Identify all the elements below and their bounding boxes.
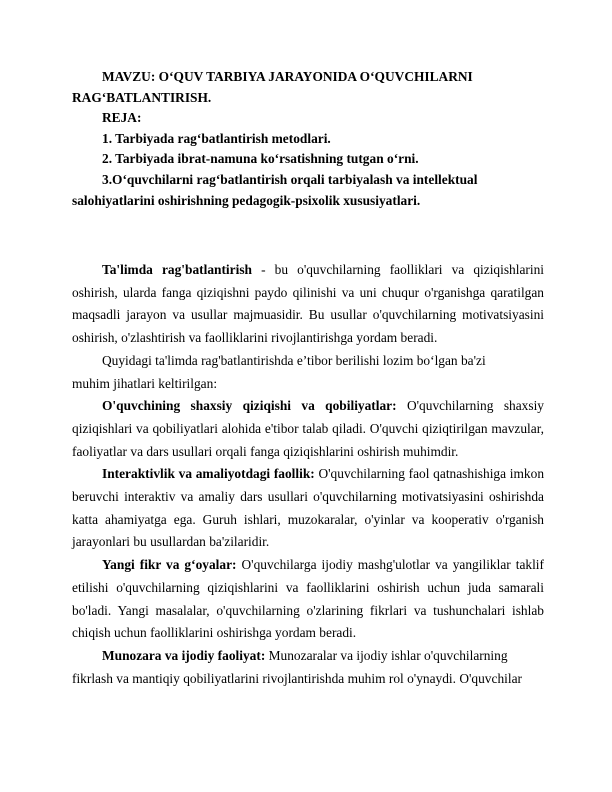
intro-text: - bu o'quvchilarning faolliklari va qiziqishlarini oshirish, ularda fanga qiziqishni paydo qilinishi va uni chuqur o'rganishga qaratilgan maqsadli jarayon va usullar majmuasidir. Bu usullar o'quvchilarning motivatsiyasini oshirish, o'zlashtirish va faolliklarini rivojlantirishga yordam beradi. <box>72 262 544 346</box>
document-body <box>72 259 544 690</box>
topic-title-line-1: MAVZU: O‘QUV TARBIYA JARAYONIDA O‘QUVCHILARNI <box>102 69 473 84</box>
last-paragraph-line-2: fikrlash va mantiqiy qobiliyatlarini rivojlantirishda muhim rol o'ynaydi. O'quvchilar <box>72 670 522 686</box>
plan-item-3-line-1: 3.O‘quvchilarni rag‘batlantirish orqali tarbiyalash va intellektual <box>102 171 478 187</box>
plan-item-3-line-2: salohiyatlarini oshirishning pedagogik-psixolik xususiyatlari. <box>72 192 421 208</box>
item-text: O'quvchilarga ijodiy mashg'ulotlar va yangiliklar taklif etilishi o'quvchilarning qiziqishlarini va faolliklarini oshirish uchun juda samarali bo'ladi. Yangi masalalar, o'quvchilarning o'zlarining fikrlari va tushunchalari ishlab chiqish uchun faolliklarini oshirishga yordam beradi. <box>72 557 544 641</box>
intro-term: Ta'limda rag'batlantirish <box>102 262 252 277</box>
item-text: O'quvchilarning faol qatnashishiga imkon beruvchi interaktiv va amaliy dars usullari o'quvchilarning motivatsiyasini oshirishda katta ahamiyatga ega. Guruh ishlari, muzokaralar, o'yinlar va kooperativ o'rganish jarayonlari bu usullardan ba'zilaridir. <box>72 466 545 550</box>
list-item <box>72 463 544 554</box>
intro-paragraph <box>72 259 544 350</box>
list-item <box>72 554 544 645</box>
item-text: O'quvchilarning shaxsiy qiziqishlari va qobiliyatlari alohida e'tibor talab qiladi. O'quvchi qiziqtirilgan mavzular, faoliyatlar va dars usullari orqali fanga qiziqishlarini oshirish muhimdir. <box>72 398 544 459</box>
list-item <box>72 395 544 463</box>
item-term: O'quvchining shaxsiy qiziqishi va qobiliyatlar: <box>102 398 397 414</box>
document-header <box>72 67 544 211</box>
last-paragraph-line-1 <box>72 645 544 668</box>
topic-title-line-2: RAG‘BATLANTIRISH. <box>72 89 212 105</box>
lead-line-1: Quyidagi ta'limda rag'batlantirishda e’tibor berilishi lozim bo‘lgan ba'zi <box>102 352 486 368</box>
lead-line-2: muhim jihatlari keltirilgan: <box>72 375 218 391</box>
plan-item-2: 2. Tarbiyada ibrat-namuna ko‘rsatishning tutgan o‘rni. <box>102 151 419 167</box>
plan-item-1: 1. Tarbiyada rag‘batlantirish metodlari. <box>102 130 331 146</box>
item-term: Yangi fikr va g‘oyalar: <box>102 557 237 573</box>
last-text-line-1: Munozaralar va ijodiy ishlar o'quvchilarning <box>265 647 508 663</box>
plan-label: REJA: <box>102 110 142 126</box>
last-term: Munozara va ijodiy faoliyat: <box>102 647 266 663</box>
item-term: Interaktivlik va amaliyotdagi faollik: <box>102 466 315 482</box>
